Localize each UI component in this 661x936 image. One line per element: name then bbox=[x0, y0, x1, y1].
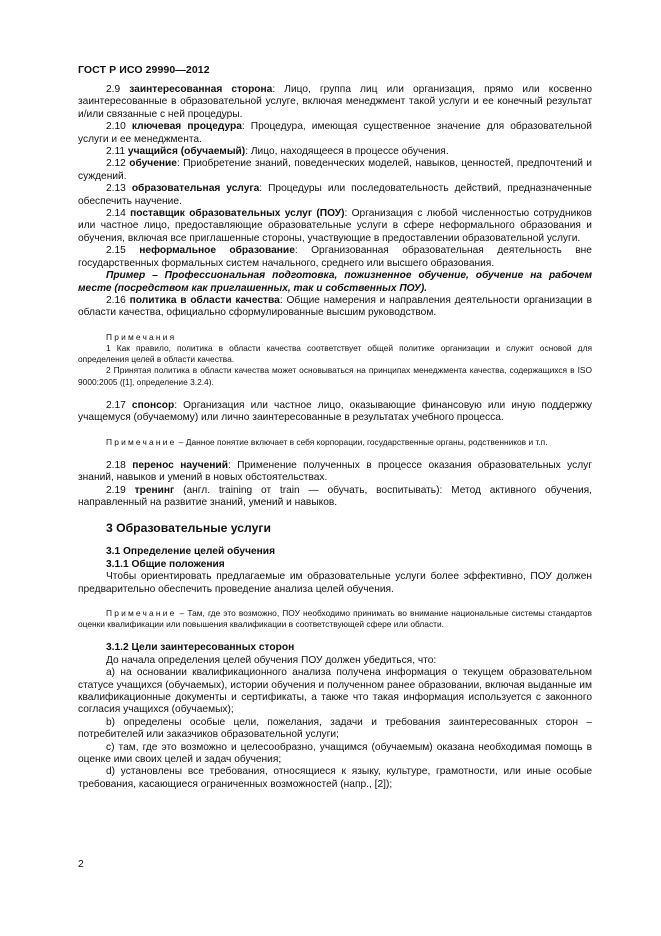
def-number: 2.11 bbox=[106, 146, 126, 158]
def-number: 2.13 bbox=[106, 183, 126, 195]
definition-2-10 bbox=[78, 121, 592, 146]
def-term: учащийся (обучаемый) bbox=[127, 146, 246, 158]
def-text: : Организация или частное лицо, оказывающие финансовую или иную поддержку учащемуся (обучаемому) или лично заинтересованные в результатах учебного процесса. bbox=[78, 399, 592, 424]
def-term: перенос научений bbox=[132, 459, 228, 471]
section-3-title: 3 Образовательные услуги bbox=[106, 521, 271, 536]
list-item-a: a) на основании квалификационного анализа получена информация о текущем образовательном статусе учащихся (обучаемых), истории обучения и полученном ранее образовании, включая выданные им квалификационные документы и сертификаты, а также что такая информация используется с законного согласия учащихся (обучаемых); bbox=[78, 667, 592, 716]
def-text: : Общие намерения и направления деятельности организации в области качества, официально сформулированные высшим руководством. bbox=[78, 294, 592, 319]
def-text: (англ. training от train — обучать, воспитывать): Метод активного обучения, направленный на развитие знаний, умений и навыков. bbox=[78, 484, 592, 508]
definition-2-12 bbox=[78, 158, 592, 183]
notes-heading bbox=[78, 332, 592, 343]
page-content bbox=[78, 84, 592, 791]
definition-2-18 bbox=[78, 460, 592, 485]
def-number: 2.18 bbox=[106, 459, 126, 471]
note-section-3-1-1 bbox=[78, 608, 592, 630]
note-heading-text: Примечание bbox=[106, 608, 177, 618]
definition-2-15 bbox=[78, 245, 592, 270]
def-term: тренинг bbox=[134, 484, 175, 496]
def-text: : Организованная образовательная деятельность вне государственных формальных систем начального, среднего или высшего образования. bbox=[78, 245, 592, 269]
def-number: 2.15 bbox=[106, 245, 126, 257]
def-term: ключевая процедура bbox=[131, 121, 242, 133]
def-number: 2.19 bbox=[106, 484, 126, 496]
def-number: 2.17 bbox=[106, 399, 126, 411]
section-3-1-1-title: 3.1.1 Общие положения bbox=[106, 558, 225, 570]
definition-2-14 bbox=[78, 208, 592, 245]
def-text: : Применение полученных в процессе оказания образовательных услуг знаний, навыков и умений в новых обстоятельствах. bbox=[78, 459, 592, 484]
section-3-1-title: 3.1 Определение целей обучения bbox=[106, 546, 276, 558]
def-text: : Организация с любой численностью сотрудников или частное лицо, предоставляющие образовательные услуги в сфере неформального образования и обучения, включая все приглашенные стороны, участвующие в предоставлении образовательной услуги. bbox=[78, 208, 592, 244]
list-item-d: d) установлены все требования, относящиеся к языку, культуре, грамотности, или иные особые требования, касающиеся ограниченных возможностей (напр., [2]); bbox=[78, 766, 592, 790]
definition-2-9 bbox=[78, 84, 592, 121]
def-term: политика в области качества bbox=[129, 294, 280, 306]
definition-2-16 bbox=[78, 295, 592, 320]
def-text: : Приобретение знаний, поведенческих моделей, навыков, ценностей, предпочтений и суждений. bbox=[78, 158, 592, 182]
def-number: 2.14 bbox=[106, 208, 126, 220]
def-text: : Лицо, находящееся в процессе обучения. bbox=[245, 146, 449, 158]
note-item-1: 1 Как правило, политика в области качества соответствует общей политике организации и служит основой для определения целей в области качества. bbox=[78, 342, 592, 365]
def-term: спонсор bbox=[131, 399, 175, 411]
standard-header: ГОСТ Р ИСО 29990—2012 bbox=[78, 64, 210, 76]
def-term: неформальное образование bbox=[139, 245, 295, 257]
note-heading-text: Примечание bbox=[106, 436, 177, 447]
example-text: Пример – Профессиональная подготовка, пожизненное обучение, обучение на рабочем месте (посредством как приглашенных, так и собственных ПОУ). bbox=[78, 270, 592, 294]
note-sponsor bbox=[78, 437, 592, 448]
section-3-1-1-text: Чтобы ориентировать предлагаемые им образовательные услуги более эффективно, ПОУ должен предварительно обеспечить проведение анализа целей обучения. bbox=[78, 571, 592, 595]
def-text: : Лицо, группа лиц или организация, прямо или косвенно заинтересованные в образовательной услуге, включая менеджмент такой услуги и ее конечный результат и/или связанные с ней процедуры. bbox=[78, 84, 593, 120]
definitions-list bbox=[78, 84, 592, 270]
def-term: заинтересованная сторона bbox=[129, 84, 273, 95]
def-text: : Процедура, имеющая существенное значение для образовательной услуги и ее менеджмента. bbox=[78, 121, 592, 145]
definition-2-13 bbox=[78, 183, 592, 208]
list-item-b: b) определены особые цели, пожелания, задачи и требования заинтересованных сторон – потребителей или заказчиков образовательной услуги; bbox=[78, 716, 592, 741]
def-term: поставщик образовательных услуг (ПОУ) bbox=[130, 208, 345, 220]
section-3-1-2-title: 3.1.2 Цели заинтересованных сторон bbox=[106, 642, 295, 654]
notes-heading-text: Примечания bbox=[106, 331, 177, 342]
def-number: 2.10 bbox=[106, 121, 126, 133]
def-term: обучение bbox=[129, 158, 177, 170]
def-number: 2.16 bbox=[106, 294, 126, 306]
note-text: – Данное понятие включает в себя корпорации, государственные органы, родственников и т.п. bbox=[176, 436, 548, 447]
section-3-1-2-intro: До начала определения целей обучения ПОУ должен убедиться, что: bbox=[106, 654, 437, 666]
def-number: 2.12 bbox=[106, 158, 126, 170]
note-item-2: 2 Принятая политика в области качества может основываться на принципах менеджмента качества, содержащихся в ISO 9000:2005 ([1], определение 3.2.4). bbox=[78, 365, 592, 387]
definition-2-11 bbox=[78, 146, 592, 158]
page-number: 2 bbox=[78, 858, 84, 870]
definition-2-19 bbox=[78, 485, 592, 510]
note-text: – Там, где это возможно, ПОУ необходимо принимать во внимание национальные системы стандартов оценки квалификации или повышения квалификации в соответствующей сфере или области. bbox=[78, 608, 592, 630]
def-number: 2.9 bbox=[106, 84, 121, 95]
list-item-c: c) там, где это возможно и целесообразно, учащимся (обучаемым) оказана необходимая помощь в оценке ими своих целей и задач обучения; bbox=[78, 741, 592, 766]
def-text: : Процедуры или последовательность действий, предназначенные обеспечить научение. bbox=[78, 183, 592, 207]
definition-2-17 bbox=[78, 400, 592, 425]
def-term: образовательная услуга bbox=[131, 183, 260, 195]
